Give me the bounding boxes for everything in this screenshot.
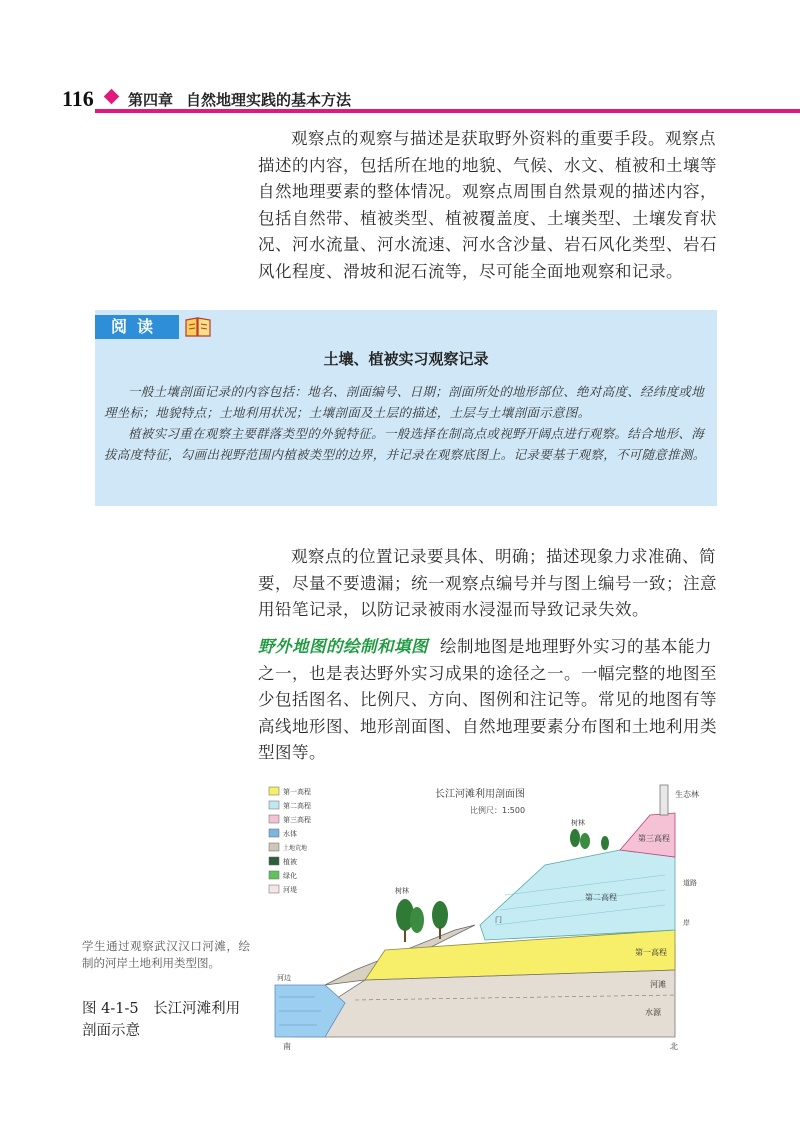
- figure-scale: 比例尺：1:500: [470, 806, 526, 815]
- label-level2: 第二高程: [585, 893, 617, 902]
- diamond-icon: [104, 89, 120, 105]
- reading-tab: 阅读: [95, 315, 179, 339]
- page-number: 116: [62, 86, 94, 111]
- paragraph-recording: 观察点的位置记录要具体、明确；描述现象力求准确、简要，尽量不要遗漏；统一观察点编号并与图上编号一致；注意用铅笔记录，以防记录被雨水浸湿而导致记录失效。: [258, 547, 717, 619]
- legend-item: 土地荒地: [283, 845, 308, 852]
- paragraph-mapping-text: 绘制地图是地理野外实习的基本能力之一，也是表达野外实习成果的途径之一。一幅完整的地图至少包括图名、比例尺、方向、图例和注记等。常见的地图有等高线地形图、地形剖面图、自然地理要素分布图和土地利用类型图等。: [258, 637, 717, 762]
- label-left-water: 河边: [277, 974, 291, 982]
- chapter-title: 自然地理实践的基本方法: [186, 91, 352, 109]
- section-keyword: 野外地图的绘制和填图: [258, 637, 428, 656]
- legend-item: 绿化: [283, 872, 297, 880]
- legend-item: 第二高程: [283, 802, 311, 810]
- book-icon: [184, 316, 212, 338]
- figure-title: 长江河滩利用剖面图: [435, 789, 525, 800]
- paragraph-mapping: [258, 634, 728, 767]
- figure-caption: 图 4-1-5 长江河滩利用剖面示意: [82, 1001, 241, 1039]
- label-mid: 门: [495, 916, 502, 924]
- reading-text-soil: 一般土壤剖面记录的内容包括：地名、剖面编号、日期；剖面所处的地形部位、绝对高度、经纬度或地理坐标；地貌特点；土地利用状况；土壤剖面及土层的描述，土层与土壤剖面示意图。: [104, 384, 705, 420]
- reading-title: 土壤、植被实习观察记录: [323, 350, 489, 368]
- label-trees-top: 树林: [571, 819, 585, 827]
- legend-item: 植被: [283, 858, 297, 866]
- chapter-label: 第四章: [128, 91, 174, 109]
- label-level3: 第三高程: [638, 834, 670, 843]
- label-level1: 第一高程: [635, 948, 667, 957]
- reading-text-vegetation: 植被实习重在观察主要群落类型的外貌特征。一般选择在制高点或视野开阔点进行观察。结合地形、海拔高度特征，勾画出视野范围内植被类型的边界，并记录在观察底图上。记录要基于观察，不可随意推测。: [104, 426, 706, 462]
- legend-item: 水体: [283, 830, 297, 838]
- page-header: [0, 86, 800, 114]
- label-south: 南: [283, 1042, 291, 1051]
- label-water: 水源: [645, 1008, 661, 1017]
- legend-item: 河堤: [283, 886, 297, 894]
- label-road: 道路: [683, 879, 697, 887]
- label-trees-left: 树林: [395, 887, 409, 895]
- legend-item: 第一高程: [283, 788, 311, 796]
- legend-item: 第三高程: [283, 816, 311, 824]
- label-shoal: 河滩: [650, 980, 666, 989]
- figure-note: 学生通过观察武汉汉口河滩，绘制的河岸土地利用类型图。: [82, 939, 250, 970]
- label-bank: 岸: [683, 919, 690, 927]
- tower-icon: [660, 785, 668, 815]
- label-top-right: 生态林: [675, 790, 699, 799]
- river-profile-figure: [255, 775, 720, 1060]
- paragraph-observation: 观察点的观察与描述是获取野外资料的重要手段。观察点描述的内容，包括所在地的地貌、气候、水文、植被和土壤等自然地理要素的整体情况。观察点周围自然景观的描述内容，包括自然带、植被类型、植被覆盖度、土壤类型、土壤发育状况、河水流量、河水流速、河水含沙量、岩石风化类型、岩石风化程度、滑坡和泥石流等，尽可能全面地观察和记录。: [258, 129, 717, 281]
- label-north: 北: [670, 1042, 678, 1051]
- header-rule: [95, 109, 800, 113]
